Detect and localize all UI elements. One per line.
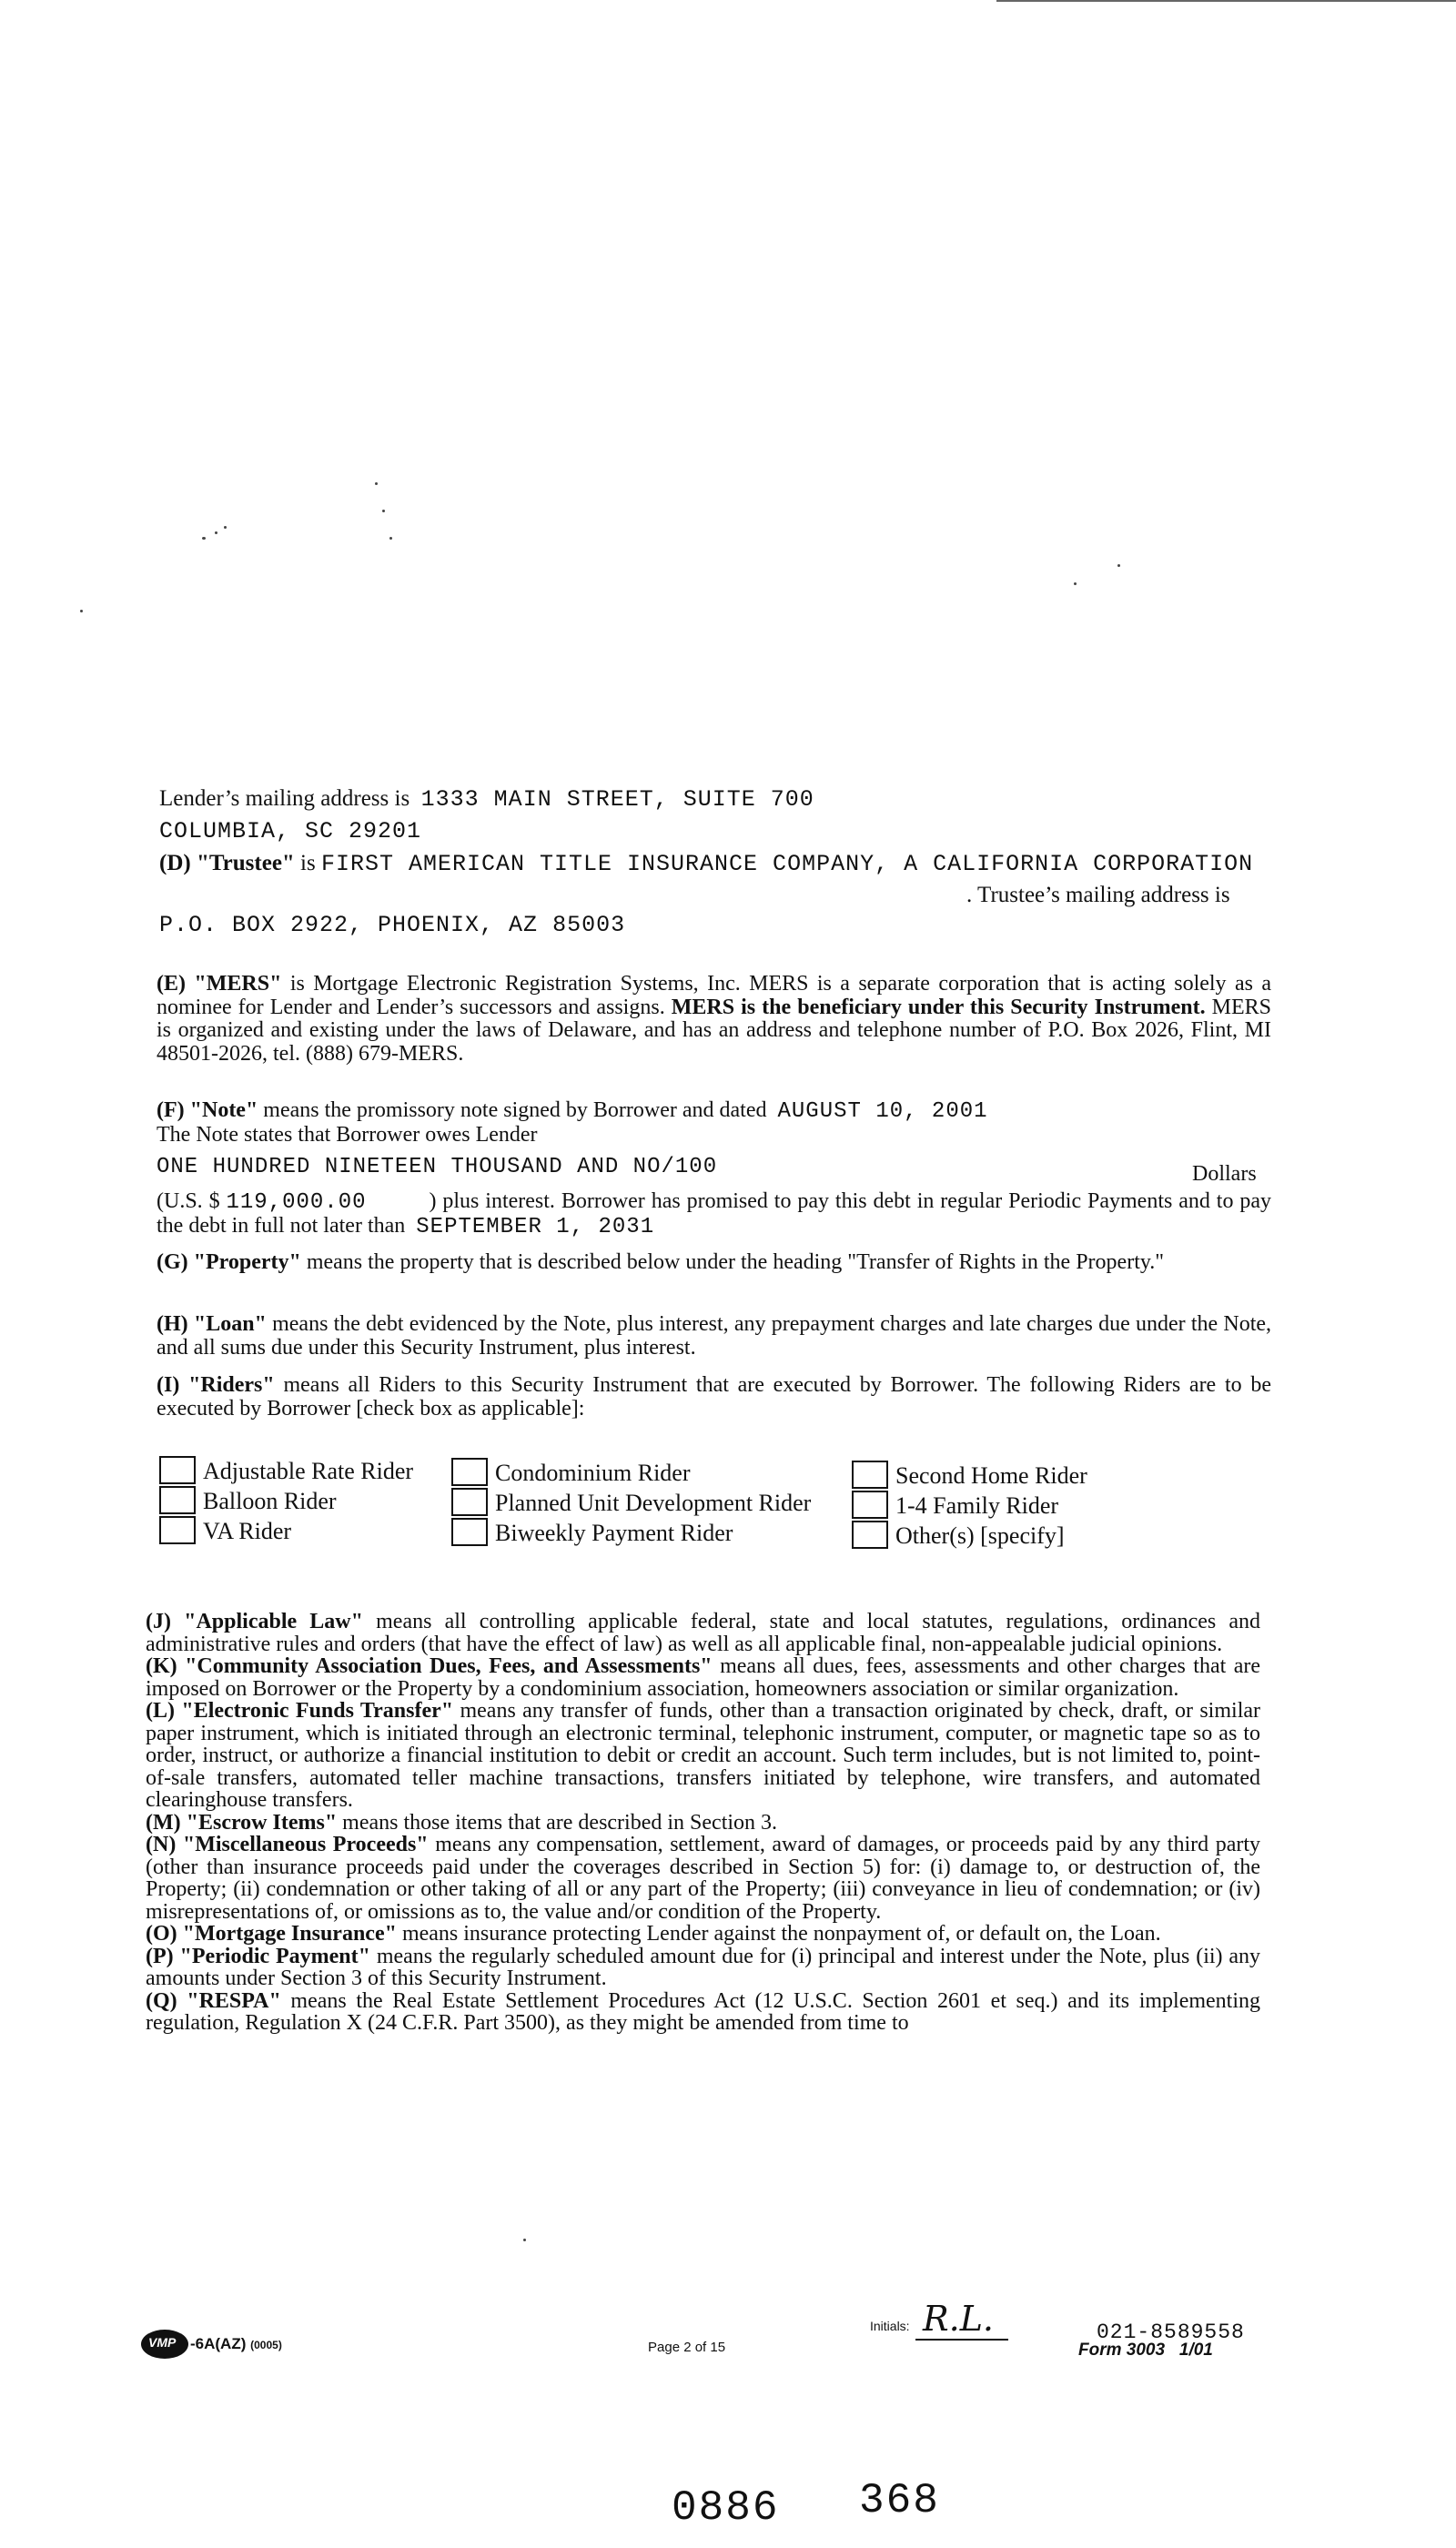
definition-letter: (J) xyxy=(146,1610,171,1633)
scan-speck xyxy=(389,537,392,540)
definition-letter: (O) xyxy=(146,1922,177,1946)
checkbox[interactable] xyxy=(451,1488,488,1516)
note-after-amount: ) plus interest. Borrower has promised to pay this debt in regular Periodic Payments and to pay the debt in full not later than xyxy=(157,1189,1272,1238)
lender-address: 1333 MAIN STREET, SUITE 700 xyxy=(420,786,814,813)
scan-speck xyxy=(382,510,385,512)
initials-signature: R.L. xyxy=(915,2299,1008,2341)
scan-speck xyxy=(215,531,217,534)
rider-label: Planned Unit Development Rider xyxy=(495,1490,812,1516)
checkbox[interactable] xyxy=(451,1458,488,1486)
rider-condominium[interactable] xyxy=(451,1458,691,1487)
initials-label: Initials: xyxy=(870,2319,910,2333)
definition-text: means insurance protecting Lender against the nonpayment of, or default on, the Loan. xyxy=(401,1922,1161,1946)
definition-community-association xyxy=(146,1655,1260,1700)
loan-text: means the debt evidenced by the Note, plus interest, any prepayment charges and late charges due under the Note, and all sums due under this Security Instrument, plus interest. xyxy=(157,1312,1272,1360)
note-text: means the promissory note signed by Borrower and dated xyxy=(263,1098,767,1122)
note-amount-words: ONE HUNDRED NINETEEN THOUSAND AND NO/100 xyxy=(157,1155,718,1179)
form-code xyxy=(190,2335,282,2353)
definition-text: means all controlling applicable federal, state and local statutes, regulations, ordinances and administrative rules and orders (that have the effect of law) as well as all applicable final, non-appealable judicial opinions. xyxy=(146,1610,1261,1656)
mers-bold: MERS is the beneficiary under this Security Instrument. xyxy=(671,995,1206,1019)
definition-escrow-items xyxy=(146,1812,1260,1835)
definition-term: "RESPA" xyxy=(187,1988,281,2013)
scan-speck xyxy=(202,537,206,540)
note-letter: (F) xyxy=(157,1098,185,1122)
definition-term: "Escrow Items" xyxy=(186,1810,338,1835)
definition-term: "Miscellaneous Proceeds" xyxy=(182,1833,429,1856)
note-date: AUGUST 10, 2001 xyxy=(777,1099,988,1124)
rider-label: Condominium Rider xyxy=(495,1460,691,1486)
rider-label: VA Rider xyxy=(203,1518,292,1544)
form-version: (0005) xyxy=(250,2339,282,2351)
loan-definition xyxy=(157,1313,1271,1360)
riders-letter: (I) xyxy=(157,1373,180,1397)
recording-page: 368 xyxy=(859,2477,940,2524)
rider-label: Other(s) [specify] xyxy=(895,1522,1065,1549)
rider-1-4-family[interactable] xyxy=(852,1491,1058,1520)
scan-speck xyxy=(1117,564,1120,567)
note-line xyxy=(157,1099,988,1124)
lender-city: COLUMBIA, SC 29201 xyxy=(159,818,422,844)
riders-term: "Riders" xyxy=(188,1373,275,1397)
rider-balloon[interactable] xyxy=(159,1486,337,1515)
definition-electronic-funds-transfer xyxy=(146,1700,1260,1812)
definition-respa xyxy=(146,1990,1260,2035)
checkbox[interactable] xyxy=(451,1518,488,1546)
definition-term: "Periodic Payment" xyxy=(179,1944,370,1968)
definition-letter: (P) xyxy=(146,1944,174,1968)
form-name: Form 3003 1/01 xyxy=(1078,2341,1213,2360)
definition-letter: (L) xyxy=(146,1699,175,1723)
rider-va[interactable] xyxy=(159,1516,291,1545)
scan-speck xyxy=(80,610,83,612)
checkbox[interactable] xyxy=(852,1461,888,1489)
rider-adjustable-rate[interactable] xyxy=(159,1456,413,1485)
note-states: The Note states that Borrower owes Lender xyxy=(157,1123,538,1147)
mers-term: "MERS" xyxy=(194,972,282,996)
definition-term: "Electronic Funds Transfer" xyxy=(181,1699,454,1723)
trustee-address: P.O. BOX 2922, PHOENIX, AZ 85003 xyxy=(159,912,626,938)
rider-second-home[interactable] xyxy=(852,1461,1087,1490)
definition-letter: (Q) xyxy=(146,1988,177,2013)
checkbox[interactable] xyxy=(159,1456,196,1484)
scan-speck xyxy=(1074,582,1077,585)
rider-label: Balloon Rider xyxy=(203,1488,337,1514)
mers-letter: (E) xyxy=(157,972,186,996)
page-number: Page 2 of 15 xyxy=(648,2340,726,2355)
definition-text: means the regularly scheduled amount due for (i) principal and interest under the Note, plus (ii) any amounts under Section 3 of this Security Instrument. xyxy=(146,1944,1261,1990)
lender-address-line xyxy=(159,786,814,813)
mers-text-2: MERS is organized and existing under the laws of Delaware, and has an address and telephone number of P.O. Box 2026, Flint, MI 48501-2026, tel. (888) 679-MERS. xyxy=(157,995,1272,1066)
trustee-name: FIRST AMERICAN TITLE INSURANCE COMPANY, A CALIFORNIA CORPORATION xyxy=(320,851,1254,877)
definition-letter: (K) xyxy=(146,1654,177,1678)
definition-text: means all dues, fees, assessments and other charges that are imposed on Borrower or the Property by a condominium association, homeowners association or similar organization. xyxy=(146,1654,1261,1701)
scan-speck xyxy=(224,526,227,529)
riders-text: means all Riders to this Security Instrument that are executed by Borrower. The following Riders are to be executed by Borrower [check box as applicable]: xyxy=(157,1373,1272,1421)
checkbox[interactable] xyxy=(159,1486,196,1514)
rider-label: Adjustable Rate Rider xyxy=(203,1458,414,1484)
definitions-list xyxy=(146,1611,1260,2035)
definition-term: "Community Association Dues, Fees, and Assessments" xyxy=(185,1654,713,1678)
trustee-line xyxy=(159,851,1253,877)
scan-speck xyxy=(523,2239,526,2241)
note-us-prefix: (U.S. $ xyxy=(157,1189,220,1213)
mers-definition xyxy=(157,973,1271,1066)
checkbox[interactable] xyxy=(852,1521,888,1549)
property-letter: (G) xyxy=(157,1250,188,1274)
definition-text: means any transfer of funds, other than a transaction originated by check, draft, or similar paper instrument, which is initiated through an electronic terminal, telephonic instrument, computer, or magnetic tape so as to order, instruct, or authorize a financial institution to debit or credit an account. Such term includes, but is not limited to, point-of-sale transfers, automated teller machine transactions, transfers initiated by telephone, wire transfers, and automated clearinghouse transfers. xyxy=(146,1699,1261,1812)
checkbox[interactable] xyxy=(852,1491,888,1519)
loan-term: "Loan" xyxy=(193,1312,267,1336)
note-amount: 119,000.00 xyxy=(226,1190,367,1215)
note-maturity: SEPTEMBER 1, 2031 xyxy=(416,1214,655,1239)
definition-term: "Mortgage Insurance" xyxy=(182,1922,397,1946)
rider-others[interactable] xyxy=(852,1521,1065,1550)
scan-speck xyxy=(375,482,378,485)
trustee-term: "Trustee" xyxy=(196,851,295,875)
rider-label: Biweekly Payment Rider xyxy=(495,1520,733,1546)
property-definition xyxy=(157,1251,1271,1275)
vmp-logo xyxy=(141,2330,188,2359)
trustee-is: is xyxy=(300,851,316,875)
rider-label: Second Home Rider xyxy=(895,1462,1087,1489)
top-edge-line xyxy=(996,0,1456,2)
definition-applicable-law xyxy=(146,1611,1260,1655)
definition-term: "Applicable Law" xyxy=(184,1610,363,1633)
rider-biweekly-payment[interactable] xyxy=(451,1518,733,1547)
definition-periodic-payment xyxy=(146,1946,1260,1990)
riders-definition xyxy=(157,1374,1271,1421)
property-term: "Property" xyxy=(193,1250,301,1274)
note-dollars: Dollars xyxy=(1192,1162,1257,1186)
loan-letter: (H) xyxy=(157,1312,188,1336)
vmp-logo-text: VMP xyxy=(148,2335,177,2350)
trustee-letter: (D) xyxy=(159,851,191,875)
definition-text: means any compensation, settlement, award of damages, or proceeds paid by any third party (other than insurance proceeds paid under the coverages described in Section 5) for: (i) damage to, or destruction of, the Property; (ii) condemnation or other taking of all or any part of the Property; (iii) conveyance in lieu of condemnation; or (iv) misrepresentations of, or omissions as to, the value and/or condition of the Property. xyxy=(146,1833,1261,1924)
property-text: means the property that is described below under the heading "Transfer of Rights in the Property." xyxy=(306,1250,1165,1274)
definition-miscellaneous-proceeds xyxy=(146,1834,1260,1923)
definition-text: means the Real Estate Settlement Procedures Act (12 U.S.C. Section 2601 et seq.) and its implementing regulation, Regulation X (24 C.F.R. Part 3500), as they might be amended from time to xyxy=(146,1988,1261,2035)
rider-planned-unit-development[interactable] xyxy=(451,1488,811,1517)
definition-mortgage-insurance xyxy=(146,1923,1260,1946)
trustee-mailing-label: . Trustee’s mailing address is xyxy=(966,883,1230,907)
definition-text: means those items that are described in Section 3. xyxy=(342,1810,778,1835)
note-amount-paragraph xyxy=(157,1190,1271,1239)
definition-letter: (N) xyxy=(146,1833,177,1856)
mers-text: is Mortgage Electronic Registration Systems, Inc. MERS is a separate corporation that is acting solely as a nominee for Lender and Lender’s successors and assigns. xyxy=(157,972,1272,1019)
lender-label: Lender’s mailing address is xyxy=(159,786,410,811)
definition-letter: (M) xyxy=(146,1810,181,1835)
form-code-text: -6A(AZ) xyxy=(190,2335,247,2352)
checkbox[interactable] xyxy=(159,1516,196,1544)
loan-number: 021-8589558 xyxy=(1097,2320,1245,2344)
rider-label: 1-4 Family Rider xyxy=(895,1492,1059,1519)
note-term: "Note" xyxy=(189,1098,258,1122)
recording-book: 0886 xyxy=(672,2484,780,2532)
